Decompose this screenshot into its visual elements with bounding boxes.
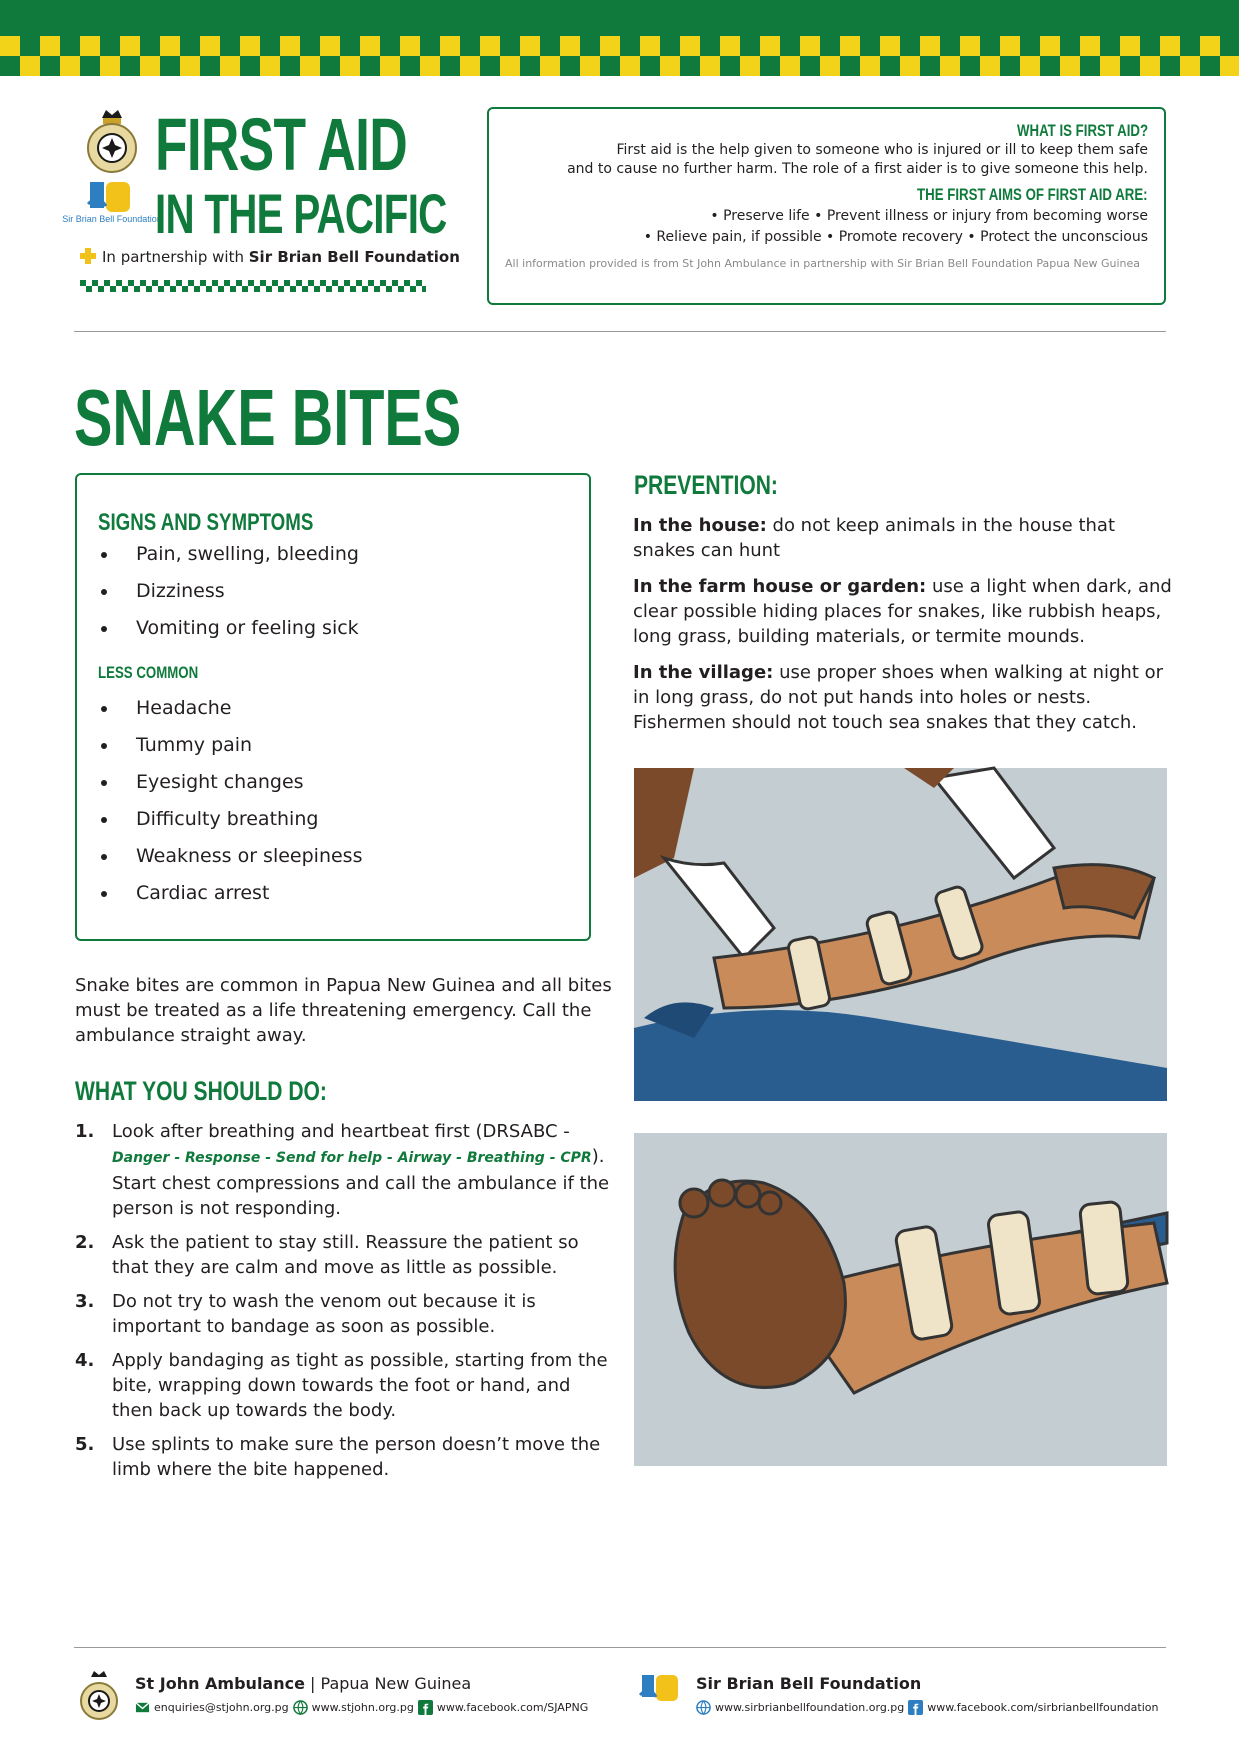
step-number: 4. bbox=[75, 1350, 95, 1371]
prevention-house bbox=[633, 513, 1173, 563]
steps-list bbox=[75, 1119, 615, 1491]
step-text: Ask the patient to stay still. Reassure the patient so that they are calm and move as little as possible. bbox=[112, 1232, 579, 1278]
prevention-text: use a light when dark, and clear possible hiding places for snakes, like rubbish heaps, long grass, building materials, or termite mounds. bbox=[633, 576, 1172, 647]
page-title: SNAKE BITES bbox=[74, 373, 462, 462]
partner-prefix: In partnership with bbox=[102, 248, 244, 266]
step-number: 5. bbox=[75, 1434, 95, 1455]
top-checker-band bbox=[0, 0, 1239, 76]
step-text: Apply bandaging as tight as possible, starting from the bite, wrapping down towards the foot or hand, and then back up towards the body. bbox=[112, 1350, 608, 1421]
less-common-symptoms-list bbox=[99, 690, 362, 912]
less-common-heading: LESS COMMON bbox=[98, 663, 199, 682]
header-divider bbox=[74, 331, 1166, 332]
drsabc-text: Danger - Response - Send for help - Airway - Breathing - CPR bbox=[112, 1150, 592, 1166]
step-text: Do not try to wash the venom out because it is important to bandage as soon as possible. bbox=[112, 1291, 536, 1337]
aims-line-1: • Preserve life • Prevent illness or injury from becoming worse bbox=[710, 208, 1148, 224]
header-title-line1: FIRST AID bbox=[155, 103, 408, 186]
prevention-farm bbox=[633, 574, 1173, 649]
intro-paragraph: Snake bites are common in Papua New Guinea and all bites must be treated as a life threatening emergency. Call the ambulance straight away. bbox=[75, 975, 612, 1046]
step-item bbox=[75, 1432, 615, 1482]
sja-email-link[interactable]: enquiries@stjohn.org.pg bbox=[154, 1701, 289, 1714]
list-item: Difficulty breathing bbox=[99, 801, 362, 838]
facebook-icon bbox=[908, 1700, 923, 1715]
list-item: Eyesight changes bbox=[99, 764, 362, 801]
step-number: 1. bbox=[75, 1121, 95, 1142]
step-number: 2. bbox=[75, 1232, 95, 1253]
common-symptoms-list bbox=[99, 536, 359, 647]
what-is-first-aid-heading: WHAT IS FIRST AID? bbox=[1016, 121, 1148, 140]
header-checker-strip bbox=[80, 280, 426, 292]
footer-sbb-contacts bbox=[696, 1700, 1158, 1715]
footer-crest-icon bbox=[78, 1669, 120, 1727]
prevention-text: do not keep animals in the house that snakes can hunt bbox=[633, 515, 1116, 561]
step-item bbox=[75, 1289, 615, 1339]
step-item bbox=[75, 1119, 615, 1221]
globe-icon bbox=[293, 1700, 308, 1715]
what-text-1: First aid is the help given to someone who is injured or ill to keep them safe bbox=[616, 142, 1148, 158]
list-item: Dizziness bbox=[99, 573, 359, 610]
aims-line-2: • Relieve pain, if possible • Promote recovery • Protect the unconscious bbox=[643, 229, 1148, 245]
footer-divider bbox=[74, 1647, 1166, 1648]
list-item: Tummy pain bbox=[99, 727, 362, 764]
step-item bbox=[75, 1230, 615, 1280]
step-text: Use splints to make sure the person doesn’t move the limb where the bite happened. bbox=[112, 1434, 601, 1480]
list-item: Cardiac arrest bbox=[99, 875, 362, 912]
plus-icon bbox=[80, 248, 96, 264]
partner-name: Sir Brian Bell Foundation bbox=[248, 248, 460, 266]
step-text: Look after breathing and heartbeat first (DRSABC - bbox=[112, 1121, 570, 1142]
prevention-label: In the village: bbox=[633, 662, 774, 683]
header-title-line2: IN THE PACIFIC bbox=[155, 182, 447, 245]
sja-name: St John Ambulance bbox=[135, 1674, 305, 1693]
what-is-first-aid-box bbox=[487, 107, 1166, 305]
globe-icon bbox=[696, 1700, 711, 1715]
sja-sep: | bbox=[304, 1674, 321, 1693]
sja-facebook-link[interactable]: www.facebook.com/SJAPNG bbox=[436, 1701, 589, 1714]
footer-sbb-logo-icon bbox=[638, 1673, 684, 1725]
leg-bandage-illustration bbox=[634, 1133, 1167, 1466]
sbb-logo-label: Sir Brian Bell Foundation bbox=[62, 214, 162, 224]
list-item: Weakness or sleepiness bbox=[99, 838, 362, 875]
sja-country: Papua New Guinea bbox=[320, 1674, 472, 1693]
step-number: 3. bbox=[75, 1291, 95, 1312]
prevention-label: In the house: bbox=[633, 515, 767, 536]
step-item bbox=[75, 1348, 615, 1423]
footer-sja-contacts bbox=[135, 1700, 588, 1715]
sbb-logo-icon bbox=[62, 180, 162, 240]
prevention-label: In the farm house or garden: bbox=[633, 576, 927, 597]
list-item: Vomiting or feeling sick bbox=[99, 610, 359, 647]
sbb-name: Sir Brian Bell Foundation bbox=[696, 1674, 922, 1693]
sbb-web-link[interactable]: www.sirbrianbellfoundation.org.pg bbox=[715, 1701, 905, 1714]
aims-heading: THE FIRST AIMS OF FIRST AID ARE: bbox=[917, 185, 1148, 204]
arm-bandage-illustration bbox=[634, 768, 1167, 1101]
partner-line bbox=[80, 248, 460, 266]
signs-heading: SIGNS AND SYMPTOMS bbox=[98, 509, 314, 536]
source-note: All information provided is from St John Ambulance in partnership with Sir Brian Bell Foundation Papua New Guinea bbox=[505, 257, 1140, 270]
footer-sbb-title bbox=[696, 1674, 921, 1693]
email-icon bbox=[135, 1700, 150, 1715]
facebook-icon bbox=[418, 1700, 433, 1715]
list-item: Pain, swelling, bleeding bbox=[99, 536, 359, 573]
sbb-facebook-link[interactable]: www.facebook.com/sirbrianbellfoundation bbox=[927, 1701, 1159, 1714]
step-text-after: ). Start chest compressions and call the ambulance if the person is not responding. bbox=[112, 1146, 610, 1219]
what-you-should-do-heading: WHAT YOU SHOULD DO: bbox=[75, 1076, 327, 1106]
footer-sja-title bbox=[135, 1674, 471, 1693]
sja-web-link[interactable]: www.stjohn.org.pg bbox=[311, 1701, 414, 1714]
prevention-heading: PREVENTION: bbox=[634, 470, 778, 500]
signs-and-symptoms-box bbox=[75, 473, 591, 941]
what-text-2: and to cause no further harm. The role of a first aider is to give someone this help. bbox=[567, 161, 1148, 177]
list-item: Headache bbox=[99, 690, 362, 727]
st-john-crest-icon bbox=[84, 108, 144, 182]
prevention-text: use proper shoes when walking at night or in long grass, do not put hands into holes or nests. Fishermen should not touch sea snakes that they catch. bbox=[633, 662, 1164, 733]
prevention-village bbox=[633, 660, 1173, 735]
